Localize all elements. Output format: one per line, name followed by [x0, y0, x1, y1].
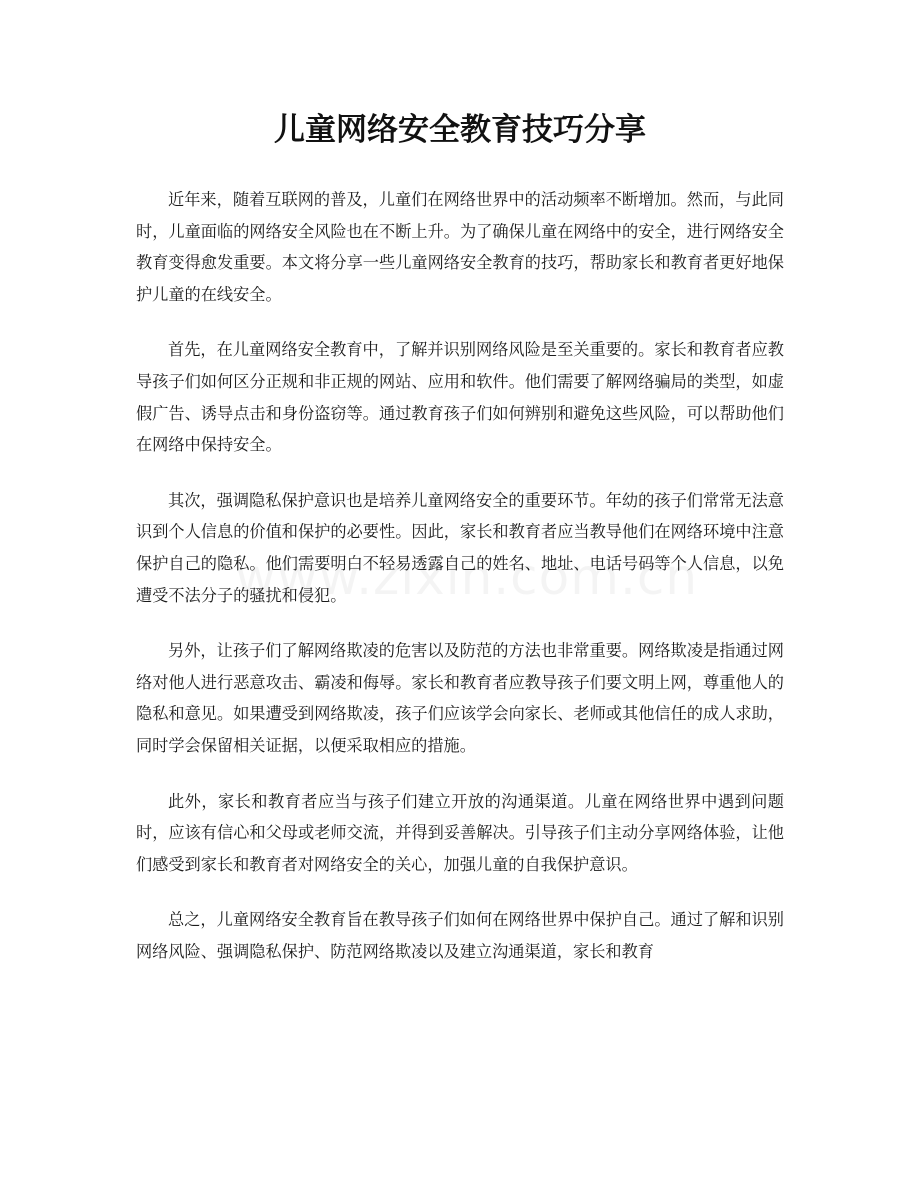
paragraph-conclusion: 总之，儿童网络安全教育旨在教导孩子们如何在网络世界中保护自己。通过了解和识别网络风险、强调隐私保护、防范网络欺凌以及建立沟通渠道，家长和教育	[136, 910, 784, 961]
paragraph-privacy-protection: 其次，强调隐私保护意识也是培养儿童网络安全的重要环节。年幼的孩子们常常无法意识到个人信息的价值和保护的必要性。因此，家长和教育者应当教导他们在网络环境中注意保护自己的隐私。他们需要明白不轻易透露自己的姓名、地址、电话号码等个人信息，以免遭受不法分子的骚扰和侵犯。	[136, 490, 784, 605]
paragraph-intro: 近年来，随着互联网的普及，儿童们在网络世界中的活动频率不断增加。然而，与此同时，儿童面临的网络安全风险也在不断上升。为了确保儿童在网络中的安全，进行网络安全教育变得愈发重要。本文将分享一些儿童网络安全教育的技巧，帮助家长和教育者更好地保护儿童的在线安全。	[136, 190, 784, 304]
paragraph-communication: 此外，家长和教育者应当与孩子们建立开放的沟通渠道。儿童在网络世界中遇到问题时，应该有信心和父母或老师交流，并得到妥善解决。引导孩子们主动分享网络体验，让他们感受到家长和教育者对网络安全的关心，加强儿童的自我保护意识。	[136, 791, 784, 874]
document-body	[136, 184, 784, 991]
paragraph-cyberbullying: 另外，让孩子们了解网络欺凌的危害以及防范的方法也非常重要。网络欺凌是指通过网络对他人进行恶意攻击、霸凌和侮辱。家长和教育者应教导孩子们要文明上网，尊重他人的隐私和意见。如果遭受到网络欺凌，孩子们应该学会向家长、老师或其他信任的成人求助，同时学会保留相关证据，以便采取相应的措施。	[136, 641, 784, 755]
document-title: 儿童网络安全教育技巧分享	[274, 112, 646, 148]
paragraph-risk-identification: 首先，在儿童网络安全教育中，了解并识别网络风险是至关重要的。家长和教育者应教导孩子们如何区分正规和非正规的网站、应用和软件。他们需要了解网络骗局的类型，如虚假广告、诱导点击和身份盗窃等。通过教育孩子们如何辨别和避免这些风险，可以帮助他们在网络中保持安全。	[136, 340, 784, 455]
